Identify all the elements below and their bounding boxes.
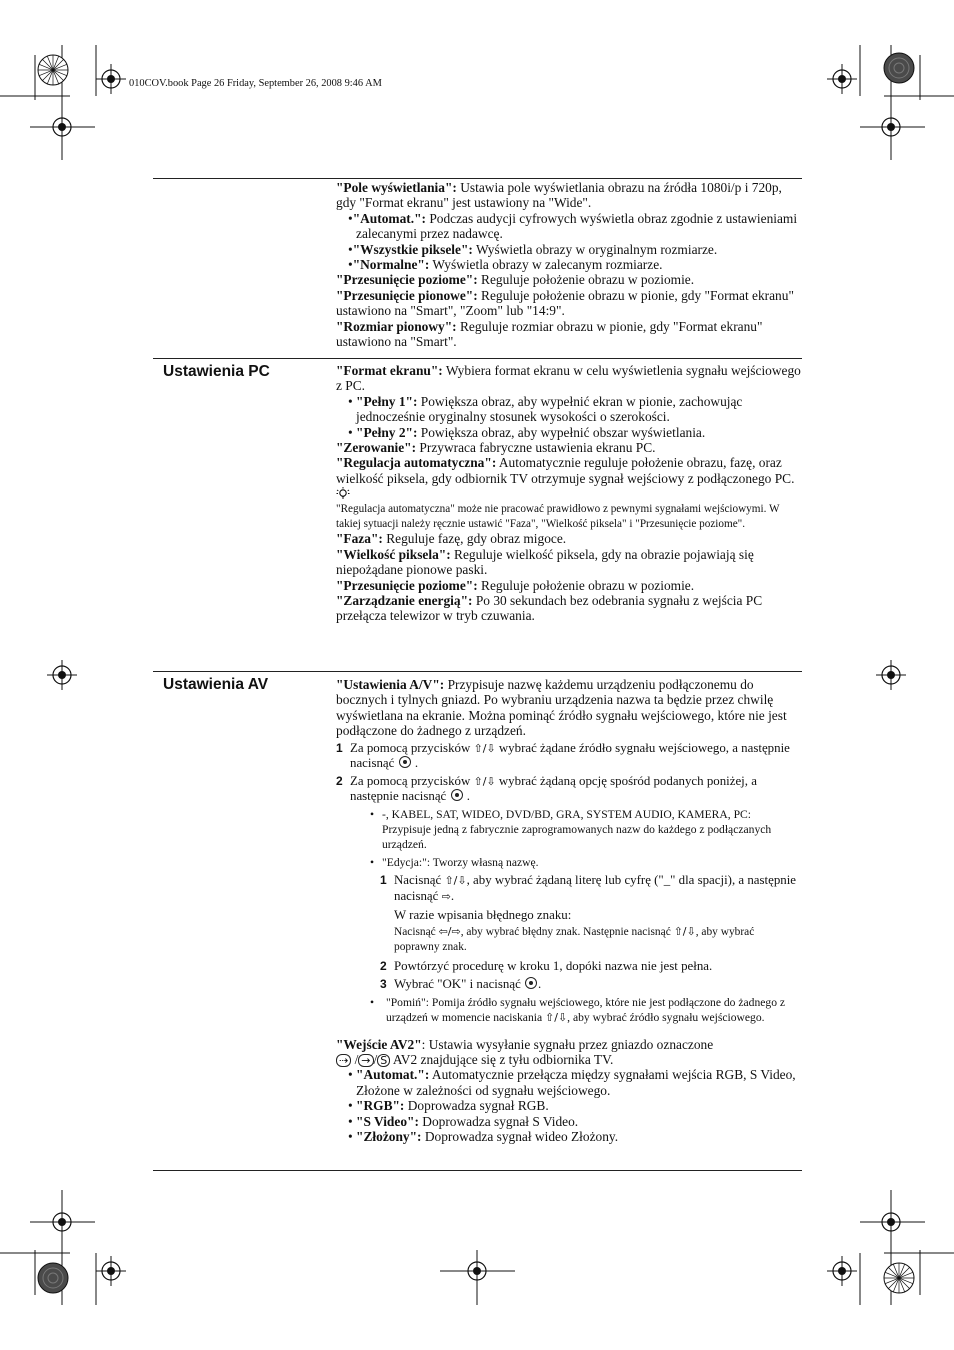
zarzadzanie-item: "Zarządzanie energią": Po 30 sekundach bez odebrania sygnału z wejścia PC przełącza telewizor w tryb czuwania. [336,593,763,624]
rule-top [153,178,802,179]
right-arrow-icon: ⇨ [441,889,451,903]
up-down-arrow-icon: ⇧/⇩ [473,741,496,755]
rule-av [153,671,802,672]
wielkosc-piksela-item: "Wielkość piksela": Reguluje wielkość piksela, gdy na obrazie pojawiają się niepożądane pionowe paski. [336,546,754,578]
lightbulb-tip-icon [336,487,350,501]
pelny2-item: • "Pełny 2": Powiększa obraz, aby wypełnić obszar wyświetlania. [348,424,706,440]
rule-bottom [153,1170,802,1171]
av2-automat-item: • "Automat.": Automatycznie przełącza między sygnałami wejścia RGB, S Video, Złożone w zależności od sygnału wejściowego. [348,1067,796,1098]
file-header: 010COV.book Page 26 Friday, September 26, 2008 9:46 AM [129,78,382,89]
step-1: 1 Za pomocą przycisków ⇧/⇩ wybrać żądane źródło sygnału wejściowego, a następnie nacisnąć . [336,740,790,771]
enter-circle-icon [399,756,411,768]
sub-step-2: 2 Powtórzyć procedurę w kroku 1, dopóki nazwa nie jest pełna. [380,958,713,973]
pc-settings-section [336,363,802,624]
przesuniecie-pionowe-item: "Przesunięcie pionowe": Reguluje położenie obrazu w pionie, gdy "Format ekranu" ustawiono na "Smart", "Zoom" lub "14:9". [336,287,794,319]
av2-svideo-item: • "S Video": Doprowadza sygnał S Video. [348,1113,579,1129]
bullet-edycja: • "Edycja:": Tworzy własną nazwę. [370,855,539,869]
faza-item: "Faza": Reguluje fazę, gdy obraz migoce. [336,531,567,547]
sub-step-3: 3 Wybrać "OK" i nacisnąć . [380,977,542,992]
av2-zlozony-item: • "Złożony": Doprowadza sygnał wideo Złożony. [348,1129,619,1145]
bullet-pomin: • "Pomiń": Pomija źródło sygnału wejściowego, które nie jest podłączone do żadnego z urządzeń w momencie naciskania ⇧/⇩, aby wybrać źródło sygnału wejściowego. [370,996,786,1025]
section-title-av: Ustawienia AV [163,676,269,693]
zerowanie-item: "Zerowanie": Przywraca fabryczne ustawienia ekranu PC. [336,440,656,456]
rozmiar-pionowy-item: "Rozmiar pionowy": Reguluje rozmiar obrazu w pionie, gdy "Format ekranu" ustawiono na "Smart". [336,318,763,350]
av-output-jack-icon: → [358,1054,373,1067]
pelny1-item: • "Pełny 1": Powiększa obraz, aby wypełnić ekran w pionie, zachowując jednocześnie oryginalny stosunek wysokości o szerokości. [348,393,743,425]
pole-item: "Pole wyświetlania": Ustawia pole wyświetlania obrazu na źródła 1080i/p i 720p, gdy "Format ekranu" jest ustawiony na "Wide". [336,180,782,211]
s-video-jack-icon: S [377,1054,390,1067]
tip-note: "Regulacja automatyczna" może nie pracować prawidłowo z pewnymi sygnałami wejściowymi. W takiej sytuacji należy ręcznie ustawić "Faza", "Wielkość piksela" i "Przesunięcie poziome". [336,503,780,530]
av-input-jack-icon: ⇢ [336,1054,351,1067]
picture-area-section [336,180,802,349]
enter-circle-icon [525,977,537,989]
automat-item: •"Automat.": Podczas audycji cyfrowych wyświetla obraz zgodnie z ustawieniami zalecanymi przez nadawcę. [348,210,798,242]
przesuniecie-item: "Przesunięcie poziome": Reguluje położenie obrazu w poziomie. [336,577,695,593]
wejscie-av2-item: "Wejście AV2": Ustawia wysyłanie sygnału przez gniazdo oznaczone ⇢ / → / S AV2 znajdujące się z tyłu odbiornika TV. [336,1036,714,1068]
sub-step-1: 1 Nacisnąć ⇧/⇩, aby wybrać żądaną literę lub cyfrę ("_" dla spacji), a następnie nacisnąć ⇨. W razie wpisania błędnego znaku: Nacisnąć ⇦/⇨, aby wybrać błędny znak. Następnie nacisnąć ⇧/⇩, aby wybrać poprawny znak. [380,872,797,954]
rule-pc [153,358,802,359]
av-settings-section [336,677,802,1144]
ustawienia-av-item: "Ustawienia A/V": Przypisuje nazwę każdemu urządzeniu podłączonemu do bocznych i tylnych gniazd. Po wybraniu urządzenia nazwa ta będzie przez chwilę wyświetlana na ekranie. Można pominąć źródło sygnału wejściowego, które nie jest podłączone do żadnego z urządzeń. [336,677,787,739]
section-title-pc: Ustawienia PC [163,363,270,380]
left-right-arrow-icon: ⇦/⇨ [438,925,461,939]
normalne-item: •"Normalne": Wyświetla obrazy w zalecanym rozmiarze. [348,257,663,273]
enter-circle-icon [451,789,463,801]
av2-rgb-item: • "RGB": Doprowadza sygnał RGB. [348,1098,549,1114]
regulacja-item: "Regulacja automatyczna": Automatycznie reguluje położenie obrazu, fazę, oraz wielkość piksela, gdy odbiornik TV otrzymuje sygnał wejściowy z podłączonego PC. [336,455,795,486]
up-down-arrow-icon: ⇧/⇩ [673,925,696,939]
przesuniecie-poziome-item: "Przesunięcie poziome": Reguluje położenie obrazu w poziomie. [336,272,695,288]
up-down-arrow-icon: ⇧/⇩ [444,873,467,887]
step-2: 2 Za pomocą przycisków ⇧/⇩ wybrać żądaną opcję spośród podanych poniżej, a następnie nacisnąć . [336,773,757,804]
wszystkie-item: •"Wszystkie piksele": Wyświetla obrazy w oryginalnym rozmiarze. [348,241,718,257]
up-down-arrow-icon: ⇧/⇩ [545,1011,568,1025]
format-ekranu-item: "Format ekranu": Wybiera format ekranu w celu wyświetlenia sygnału wejściowego z PC. [336,363,801,394]
up-down-arrow-icon: ⇧/⇩ [473,774,496,788]
bullet-preset-names: • -, KABEL, SAT, WIDEO, DVD/BD, GRA, SYSTEM AUDIO, KAMERA, PC: Przypisuje jedną z fabrycznie zaprogramowanych nazw do każdego z podłączanych urządzeń. [370,808,772,852]
